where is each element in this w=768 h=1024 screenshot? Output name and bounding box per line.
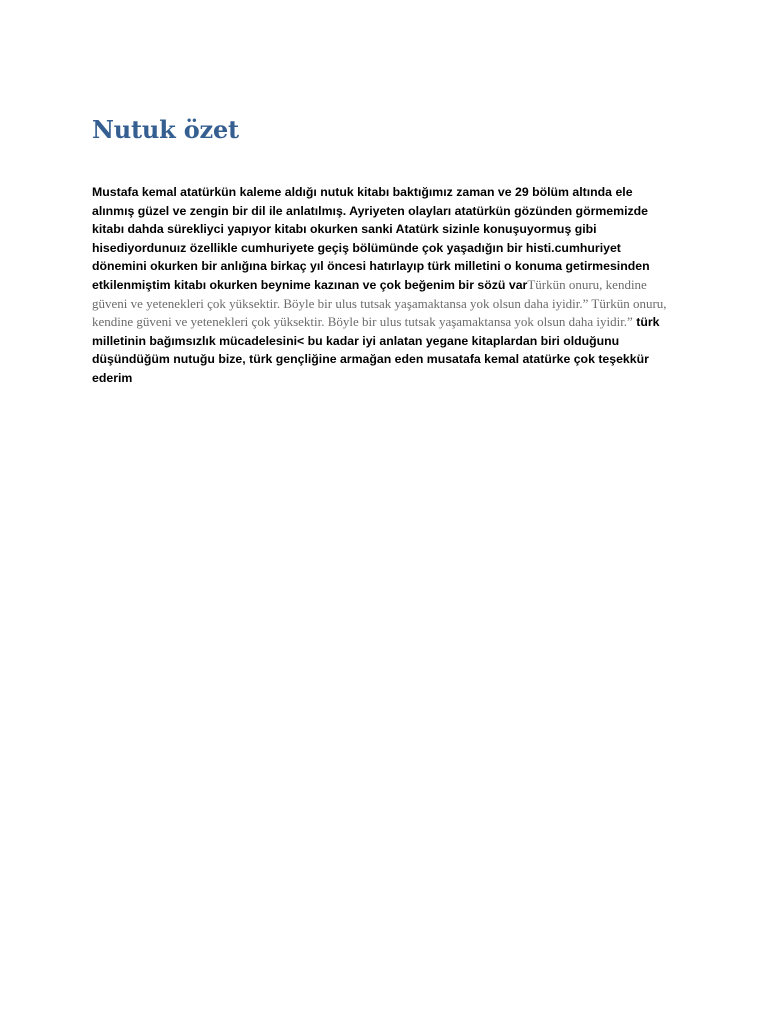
paragraph-intro: Mustafa kemal atatürkün kaleme aldığı nutuk kitabı baktığımız zaman ve 29 bölüm altında ele alınmış güzel ve zengin bir dil ile anlatılmış. Ayriyeten olayları atatürkün gözünden görmemizde kitabı dahda sürekliyci yapıyor kitabı okurken sanki Atatürk sizinle konuşuyormuş gibi hisediyordunuız özellikle cumhuriyete geçiş bölümünde çok yaşadığın bir histi.cumhuriyet dönemini okurken bir anlığına birkaç yıl öncesi hatırlayıp türk milletini o konuma getirmesinden etkilenmiştim kitabı okurken beynime kazınan ve çok beğenim bir sözü var: [92, 185, 650, 292]
quoted-passage: Türkün onuru, kendine güveni ve yetenekleri çok yüksektir. Böyle bir ulus tutsak yaşamaktansa yok olsun daha iyidir.” Türkün onuru, kendine güveni ve yetenekleri çok yüksektir. Böyle bir ulus tutsak yaşamaktansa yok olsun daha iyidir.”: [92, 276, 667, 330]
page-title: Nutuk özet: [92, 115, 239, 144]
body-paragraph: [92, 183, 676, 388]
paragraph-outro: türk milletinin bağımsızlık mücadelesini< bu kadar iyi anlatan yegane kitaplardan biri olduğunu düşündüğüm nutuğu bize, türk gençliğine armağan eden musatafa kemal atatürke çok teşekkür ederim: [92, 315, 660, 385]
